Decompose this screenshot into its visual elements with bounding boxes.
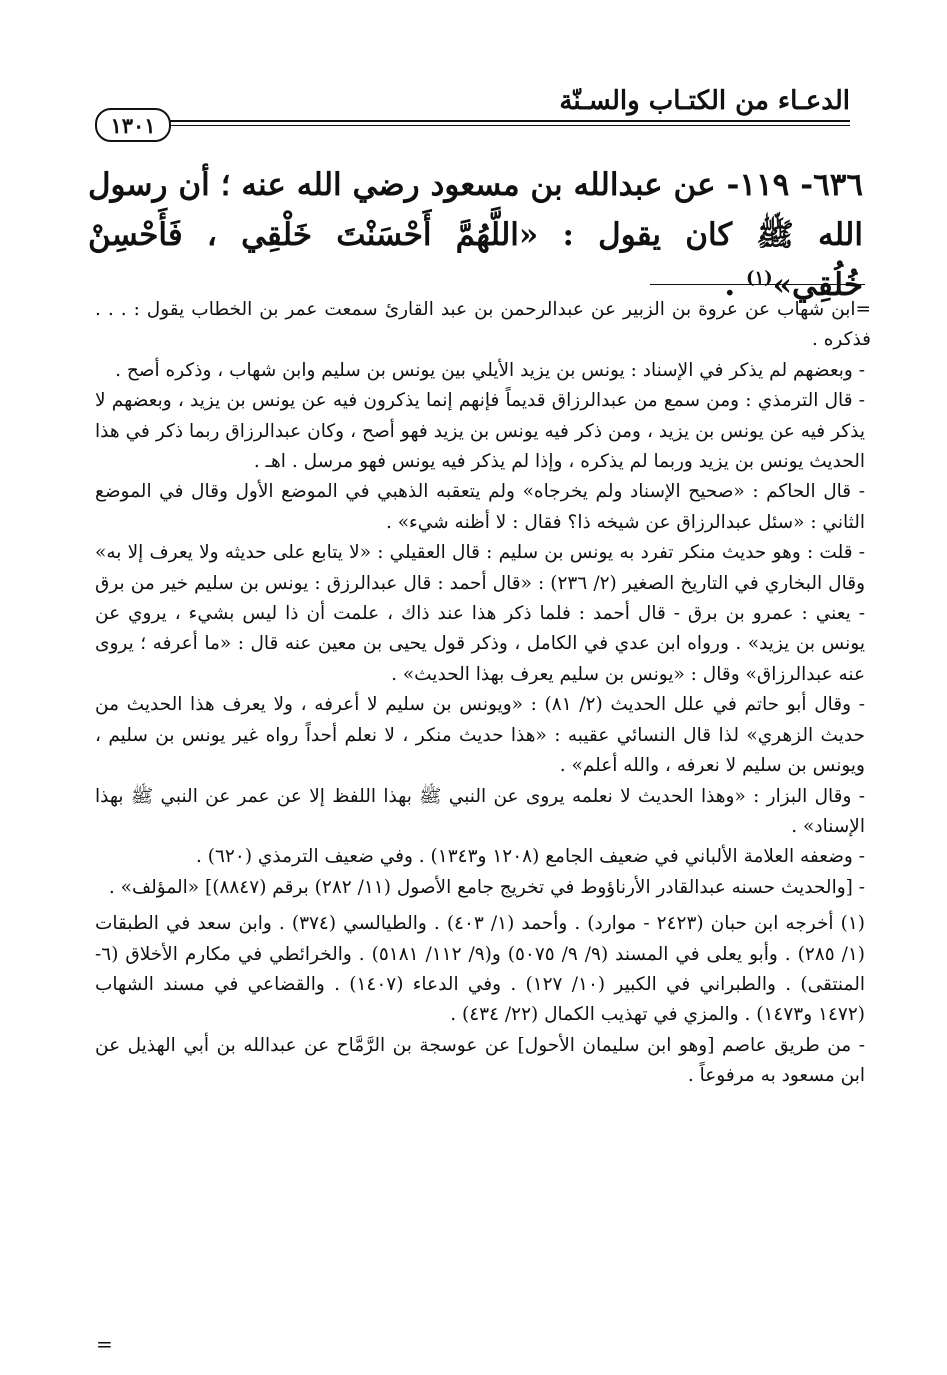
header-rule [170,120,850,122]
note-paragraph: - وقال البزار : «وهذا الحديث لا نعلمه يروى عن النبي ﷺ بهذا اللفظ إلا عن عمر عن النبي ﷺ بهذا الإسناد» . [95,785,865,837]
running-header [95,78,850,138]
footnote-area [95,295,871,1092]
hadith-quote: «اللَّهُمَّ أَحْسَنْتَ خَلْقِي ، فَأَحْسِنْ خُلُقِي» [88,217,863,303]
note-paragraph: - وبعضهم لم يذكر في الإسناد : يونس بن يزيد الأيلي بين يونس بن سليم وابن شهاب ، وذكره أصح . [115,359,865,381]
note-paragraph: - وقال أبو حاتم في علل الحديث (٢/ ٨١) : «ويونس بن سليم لا أعرفه ، ولا يعرف هذا الحديث من حديث الزهري» لذا قال النسائي عقيبه : «هذا حديث منكر ، لا نعلم أحداً رواه غير يونس بن سليم ، ويونس بن سليم لا نعرفه ، والله أعلم» . [95,694,865,777]
footnote-ref: (١) [745,267,773,289]
note-paragraph: - [والحديث حسنه عبدالقادر الأرناؤوط في تخريج جامع الأصول (١١/ ٢٨٢) برقم (٨٨٤٧)] «المؤلف» . [108,876,865,898]
hadith-intro: عن عبدالله بن مسعود رضي الله عنه ؛ أن رسول الله ﷺ كان يقول : [88,167,863,253]
page-number: ١٣٠١ [110,112,156,138]
footnote-divider [650,284,865,285]
note-paragraph: - وضعفه العلامة الألباني في ضعيف الجامع (١٢٠٨ و١٣٤٣) . وفي ضعيف الترمذي (٦٢٠) . [196,846,865,868]
note-paragraph: - قال الحاكم : «صحيح الإسناد ولم يخرجاه» ولم يتعقبه الذهبي في الموضع الأول وقال في الموضع الثاني : «سئل عبدالرزاق عن شيخه ذا؟ فقال : لا أظنه شيء» . [95,481,865,533]
page-number-badge [95,108,171,142]
note-paragraph: - قلت : وهو حديث منكر تفرد به يونس بن سليم : قال العقيلي : «لا يتابع على حديثه ولا يعرف إلا به» وقال البخاري في التاريخ الصغير (٢/ ٢٣٦) : «قال أحمد : قال عبدالرزق : يونس بن سليم خير من برق - يعني : عمرو بن برق - قال أحمد : فلما ذكر هذا عند ذاك ، علمت أن ذا ليس بشيء ، يروي عن يونس بن يزيد» . ورواه ابن عدي في الكامل ، وذكر قول يحيى بن معين عنه قال : «ما أعرفه ؛ يروى عنه عبدالرزاق» وقال : «يونس بن سليم يعرف بهذا الحديث» . [95,542,865,685]
header-rule-thin [170,125,850,126]
footnote-paragraph: - من طريق عاصم [وهو ابن سليمان الأحول] عن عوسجة بن الرَّمَّاح عن عبدالله بن أبي الهذيل عن ابن مسعود به مرفوعاً . [95,1034,865,1087]
continuation-mark: = [96,1332,113,1356]
note-paragraph: - قال الترمذي : ومن سمع من عبدالرزاق قديماً فإنهم إنما يذكرون فيه عن يونس بن يزيد ، وبعضهم لا يذكر فيه عن يونس بن يزيد ، ومن ذكر فيه يونس بن يزيد فهو أصح ، وكان عبدالرزاق ربما ذكر في هذا الحديث يونس بن يزيد وربما لم يذكره ، وإذا لم يذكر فيه يونس فهو مرسل . اهـ . [95,390,865,473]
hadith-number: ٦٣٦- ١١٩- [726,167,864,203]
footnote-paragraph: (١) أخرجه ابن حبان (٢٤٢٣ - موارد) . وأحمد (١/ ٤٠٣) . والطيالسي (٣٧٤) . وابن سعد في الطبقات (١/ ٢٨٥) . وأبو يعلى في المسند (٩/ ٩/ ٥٠٧٥) و(٩/ ١١٢/ ٥١٨١) . والخرائطي في مكارم الأخلاق (٦- المنتقى) . والطبراني في الكبير (١٠/ ١٢٧) . وفي الدعاء (١٤٠٧) . والقضاعي في مسند الشهاب (١٤٧٢ و١٤٧٣) . والمزي في تهذيب الكمال (٢٢/ ٤٣٤) . [95,913,865,1026]
hadith-end: . [724,267,736,303]
header-title: الدعـاء من الكتـاب والسـنّة [559,86,850,116]
note-paragraph: =ابن شهاب عن عروة بن الزبير عن عبدالرحمن بن عبد القارئ سمعت عمر بن الخطاب يقول : . . . فذكره . [95,299,871,351]
hadith-text [88,160,863,310]
